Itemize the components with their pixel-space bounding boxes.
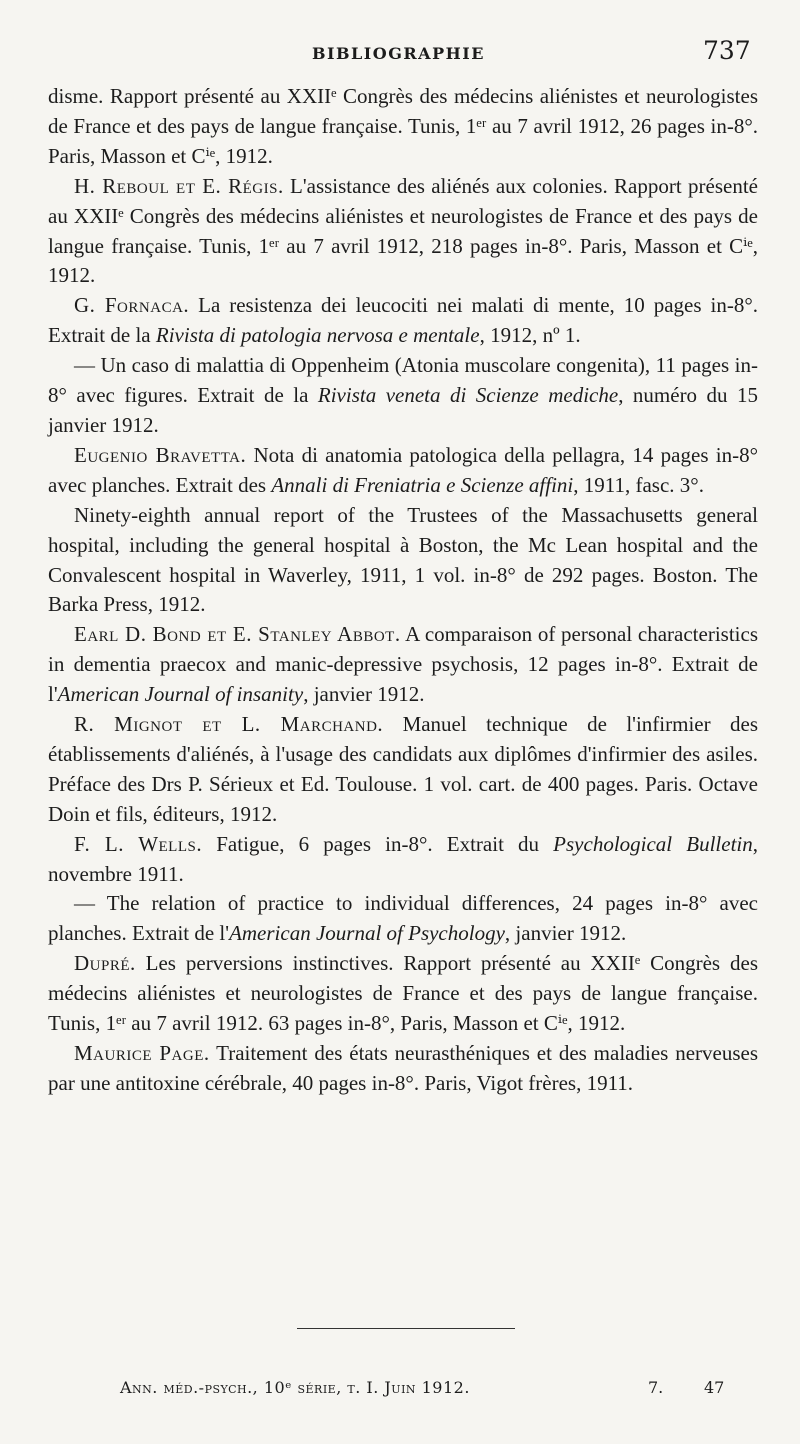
bibliography-entry: R. Mignot et L. Marchand. Manuel technique de l'infirmier des établissements d'aliénés, à l'usage des candidats aux diplômes d'infirmier des asiles. Préface des Drs P. Sérieux et Ed. Toulouse. 1 vol. cart. de 400 pages. Paris. Octave Doin et fils, éditeurs, 1912. xyxy=(48,712,758,826)
header-title: BIBLIOGRAPHIE xyxy=(312,44,485,63)
entry-author: Dupré. xyxy=(74,951,136,976)
entry-author: Maurice Page. xyxy=(74,1041,210,1065)
bibliography-entry: — Un caso di malattia di Oppenheim (Atonia muscolare congenita), 11 pages in-8° avec figures. Extrait de la Rivista veneta di Scienze mediche, numéro du 15 janvier 1912. xyxy=(48,353,759,437)
entry-author: G. Fornaca. xyxy=(74,293,190,318)
page-number: 737 xyxy=(703,36,751,65)
journal-title: Psychological Bulletin xyxy=(553,831,753,856)
bibliography-entry: Dupré. Les perversions instinctives. Rapport présenté au XXIIᵉ Congrès des médecins aliénistes et neurologistes de France et des pays de langue française. Tunis, 1ᵉʳ au 7 avril 1912. 63 pages in-8°, Paris, Masson et Cⁱᵉ, 1912. xyxy=(48,951,758,1036)
journal-footer: Ann. méd.-psych., 10ᵉ série, t. I. Juin 1912. xyxy=(120,1378,470,1397)
entry-author: F. L. Wells. xyxy=(74,831,203,856)
page-footer xyxy=(0,1378,800,1408)
journal-title: Annali di Freniatria e Scienze affini xyxy=(271,472,574,497)
bibliography-entry: — The relation of practice to individual differences, 24 pages in-8° avec planches. Extrait de l'American Journal of Psychology, janvier 1912. xyxy=(48,891,758,946)
journal-title: Rivista veneta di Scienze mediche xyxy=(317,383,619,408)
bibliography-entry: H. Reboul et E. Régis. L'assistance des aliénés aux colonies. Rapport présenté au XXIIᵉ Congrès des médecins aliénistes et neurologistes de France et des pays de langue française. Tunis, 1ᵉʳ au 7 avril 1912, 218 pages in-8°. Paris, Masson et Cⁱᵉ, 1912. xyxy=(48,173,758,288)
bibliography-entry: disme. Rapport présenté au XXIIᵉ Congrès des médecins aliénistes et neurologistes de France et des pays de langue française. Tunis, 1ᵉʳ au 7 avril 1912, 26 pages in-8°. Paris, Masson et Cⁱᵉ, 1912. xyxy=(48,84,758,168)
bibliography-entry: Maurice Page. Traitement des états neurasthéniques et des maladies nerveuses par une antitoxine cérébrale, 40 pages in-8°. Paris, Vigot frères, 1911. xyxy=(48,1041,758,1095)
bibliography-entry: Earl D. Bond et E. Stanley Abbot. A comparaison of personal characteristics in dementia praecox and manic-depressive psychosis, 12 pages in-8°. Extrait de l'American Journal of insanity, janvier 1912. xyxy=(48,622,758,707)
bibliography-entry: G. Fornaca. La resistenza dei leucociti nei malati di mente, 10 pages in-8°. Extrait de la Rivista di patologia nervosa e mentale, 1912, nº 1. xyxy=(48,293,758,348)
entry-author: Earl D. Bond et E. Stanley Abbot. xyxy=(74,622,401,647)
entry-author: H. Reboul et E. Régis. xyxy=(74,173,284,198)
journal-title: Rivista di patologia nervosa e mentale xyxy=(155,323,480,348)
bibliography-entry: Ninety-eighth annual report of the Trustees of the Massachusetts general hospital, including the general hospital à Boston, the Mc Lean hospital and the Convalescent hospital in Waverley, 1911, 1 vol. in-8° de 292 pages. Boston. The Barka Press, 1912. xyxy=(48,502,758,617)
bibliography-body xyxy=(48,82,758,1099)
bibliography-entry: F. L. Wells. Fatigue, 6 pages in-8°. Extrait du Psychological Bulletin, novembre 1911. xyxy=(48,831,758,886)
entry-author: R. Mignot et L. Marchand. xyxy=(74,712,384,737)
running-header xyxy=(0,34,800,74)
entry-author: Eugenio Bravetta. xyxy=(74,442,247,467)
journal-title: American Journal of insanity xyxy=(57,682,304,707)
signature-number: 47 xyxy=(704,1378,725,1397)
end-rule xyxy=(297,1328,515,1329)
bibliography-entry: Eugenio Bravetta. Nota di anatomia patologica della pellagra, 14 pages in-8° avec planches. Extrait des Annali di Freniatria e Scienze affini, 1911, fasc. 3°. xyxy=(48,442,758,497)
signature-mark: 7. xyxy=(648,1378,664,1397)
journal-title: American Journal of Psychology xyxy=(229,921,505,946)
